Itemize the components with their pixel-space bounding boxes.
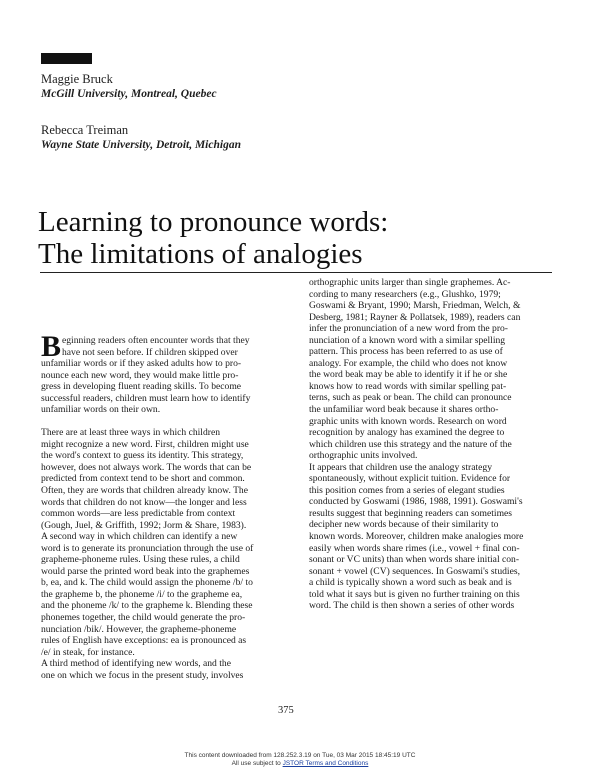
drop-cap: B xyxy=(41,330,62,363)
header-black-bar xyxy=(41,53,92,64)
left-column-line: would parse the printed word beak into the graphemes xyxy=(41,565,250,577)
right-column-line: told what it says but is given no further training on this xyxy=(309,588,520,600)
left-column xyxy=(41,358,289,681)
left-column-line: the word's context to guess its identity. This strategy, xyxy=(41,450,244,462)
right-column-line: the unfamiliar word beak because it shares ortho- xyxy=(309,404,499,416)
left-column-line: b, ea, and k. The child would assign the phoneme /b/ to xyxy=(41,577,253,589)
left-column-line: /e/ in steak, for instance. xyxy=(41,646,135,658)
left-column-line: successful readers, children must learn how to identify xyxy=(41,392,251,404)
left-column-line: nunciation /bik/. However, the grapheme-phoneme xyxy=(41,623,237,635)
left-column-line: predicted from context tend to be short and common. xyxy=(41,473,245,485)
right-column-line: infer the pronunciation of a new word from the pro- xyxy=(309,323,509,335)
left-column-line: and the phoneme /k/ to the grapheme k. Blending these xyxy=(41,600,253,612)
right-column-line: cording to many researchers (e.g., Glushko, 1979; xyxy=(309,288,501,300)
right-column-line: orthographic units involved. xyxy=(309,450,418,462)
right-column xyxy=(309,277,559,612)
right-column-line: knows how to read words with similar spelling pat- xyxy=(309,380,507,392)
left-column-line: Often, they are words that children already know. The xyxy=(41,485,248,497)
page-number: 375 xyxy=(278,705,294,716)
left-column-line: A second way in which children can identify a new xyxy=(41,531,238,543)
left-column-line: grapheme-phoneme rules. Using these rules, a child xyxy=(41,554,240,566)
article-title-line-2: The limitations of analogies xyxy=(38,238,363,270)
left-column-line: There are at least three ways in which children xyxy=(41,427,221,439)
author-name-1: Maggie Bruck xyxy=(41,72,113,86)
right-column-line: the word beak may be able to identify it if he or she xyxy=(309,369,508,381)
author-name-2: Rebecca Treiman xyxy=(41,123,129,137)
left-column-line: words that children do not know—the longer and less xyxy=(41,496,247,508)
left-column-line: phonemes together, the child would generate the pro- xyxy=(41,612,246,624)
right-column-line: pattern. This process has been referred to as use of xyxy=(309,346,503,358)
right-column-line: easily when words share rimes (i.e., vowel + final con- xyxy=(309,542,520,554)
right-column-line: analogy. For example, the child who does not know xyxy=(309,357,508,369)
right-column-line: terns, such as peak or bean. The child can pronounce xyxy=(309,392,512,404)
left-column-line: nounce each new word, they would make little pro- xyxy=(41,369,239,381)
left-column-line: unfamiliar words on their own. xyxy=(41,404,161,416)
terms-prefix: All use subject to xyxy=(231,760,283,767)
right-column-line: Goswami & Bryant, 1990; Marsh, Friedman, Welch, & xyxy=(309,300,521,312)
right-column-line: word. The child is then shown a series of other words xyxy=(309,600,515,612)
left-column-line: rules of English have exceptions: ea is pronounced as xyxy=(41,635,247,647)
left-column-line: A third method of identifying new words, and the xyxy=(41,658,231,670)
left-column-line: the grapheme b, the phoneme /i/ to the grapheme ea, xyxy=(41,588,243,600)
left-column-line: one on which we focus in the present study, involves xyxy=(41,669,244,681)
opening-line-2: have not seen before. If children skipped over xyxy=(62,346,238,358)
right-column-line: known words. Moreover, children make analogies more xyxy=(309,531,524,543)
left-column-line: might recognize a new word. First, children might use xyxy=(41,438,249,450)
right-column-line: It appears that children use the analogy strategy xyxy=(309,461,493,473)
left-column-line: common words—are less predictable from context xyxy=(41,508,236,520)
author-affiliation-2: Wayne State University, Detroit, Michigan xyxy=(41,139,241,151)
left-column-line: however, does not always work. The words that can be xyxy=(41,461,252,473)
right-column-line: Desberg, 1981; Rayner & Pollatsek, 1989), readers can xyxy=(309,311,521,323)
right-column-line: nunciation of a known word with a similar spelling xyxy=(309,334,506,346)
left-column-line: word is to generate its pronunciation through the use of xyxy=(41,542,254,554)
right-column-line: conducted by Goswami (1986, 1988, 1991). Goswami's xyxy=(309,496,523,508)
right-column-line: sonant or VC units) than when words share initial con- xyxy=(309,554,520,566)
right-column-line: this position comes from a series of elegant studies xyxy=(309,484,505,496)
right-column-line: decipher new words because of their similarity to xyxy=(309,519,499,531)
jstor-terms-link[interactable]: JSTOR Terms and Conditions xyxy=(282,760,369,767)
download-notice: This content downloaded from 128.252.3.19 on Tue, 03 Mar 2015 18:45:19 UTC xyxy=(184,752,416,759)
left-column-line: (Gough, Juel, & Griffith, 1992; Jorm & Share, 1983). xyxy=(41,519,247,531)
right-column-line: sonant + vowel (CV) sequences. In Goswami's studies, xyxy=(309,565,520,577)
right-column-line: a child is typically shown a word such as beak and is xyxy=(309,577,512,589)
title-divider xyxy=(40,272,552,273)
left-column-line: gress in developing fluent reading skills. To become xyxy=(41,381,242,393)
right-column-line: which children use this strategy and the nature of the xyxy=(309,438,512,450)
author-affiliation-1: McGill University, Montreal, Quebec xyxy=(41,88,217,100)
terms-notice xyxy=(0,760,600,768)
right-column-line: spontaneously, without explicit tuition. Evidence for xyxy=(309,473,511,485)
article-title-line-1: Learning to pronounce words: xyxy=(38,206,389,238)
right-column-line: graphic units with known words. Research on word xyxy=(309,415,507,427)
opening-line-1: eginning readers often encounter words that they xyxy=(62,335,250,346)
left-column-line: unfamiliar words or if they asked adults how to pro- xyxy=(41,358,242,369)
right-column-line: recognition by analogy has examined the degree to xyxy=(309,427,505,439)
left-column-line xyxy=(41,416,289,428)
right-column-line: results suggest that beginning readers can sometimes xyxy=(309,507,513,519)
right-column-line: orthographic units larger than single graphemes. Ac- xyxy=(309,277,511,288)
